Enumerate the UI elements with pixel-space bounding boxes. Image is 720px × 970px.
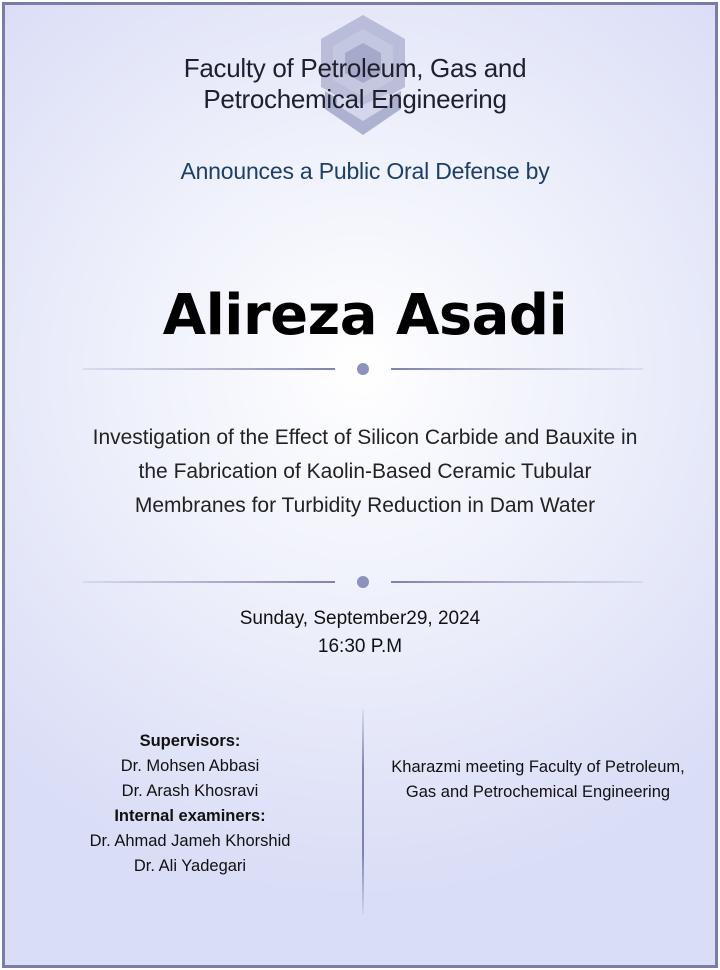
committee-block bbox=[45, 729, 335, 879]
defense-schedule bbox=[155, 605, 565, 661]
divider-line-left bbox=[83, 368, 335, 370]
divider-line-left bbox=[83, 581, 335, 583]
supervisor-name: Dr. Arash Khosravi bbox=[121, 782, 259, 800]
divider-dot bbox=[357, 576, 369, 588]
defense-date: Sunday, September29, 2024 bbox=[239, 608, 481, 629]
vertical-divider bbox=[362, 709, 364, 914]
divider-bottom bbox=[83, 575, 643, 589]
divider-top bbox=[83, 362, 643, 376]
examiner-name: Dr. Ahmad Jameh Khorshid bbox=[89, 832, 291, 850]
venue-text: Kharazmi meeting Faculty of Petroleum, Gas and Petrochemical Engineering bbox=[391, 758, 685, 801]
announcement-line: Announces a Public Oral Defense by bbox=[180, 158, 550, 184]
faculty-title bbox=[105, 53, 605, 115]
divider-line-right bbox=[391, 581, 643, 583]
examiner-name: Dr. Ali Yadegari bbox=[133, 857, 247, 875]
supervisors-label: Supervisors: bbox=[139, 732, 241, 750]
divider-line-right bbox=[391, 368, 643, 370]
examiners-label: Internal examiners: bbox=[114, 807, 266, 825]
faculty-title-line-1: Faculty of Petroleum, Gas and bbox=[183, 53, 527, 83]
faculty-title-line-2: Petrochemical Engineering bbox=[203, 84, 507, 114]
supervisor-name: Dr. Mohsen Abbasi bbox=[120, 757, 260, 775]
candidate-name: Alireza Asadi bbox=[162, 283, 568, 348]
divider-dot bbox=[357, 363, 369, 375]
thesis-title: Investigation of the Effect of Silicon Carbide and Bauxite in the Fabrication of Kaolin-Based Ceramic Tubular Membranes for Turbidity Reduction in Dam Water bbox=[92, 426, 638, 517]
defense-time: 16:30 P.M bbox=[317, 636, 403, 657]
defense-poster bbox=[2, 2, 718, 968]
